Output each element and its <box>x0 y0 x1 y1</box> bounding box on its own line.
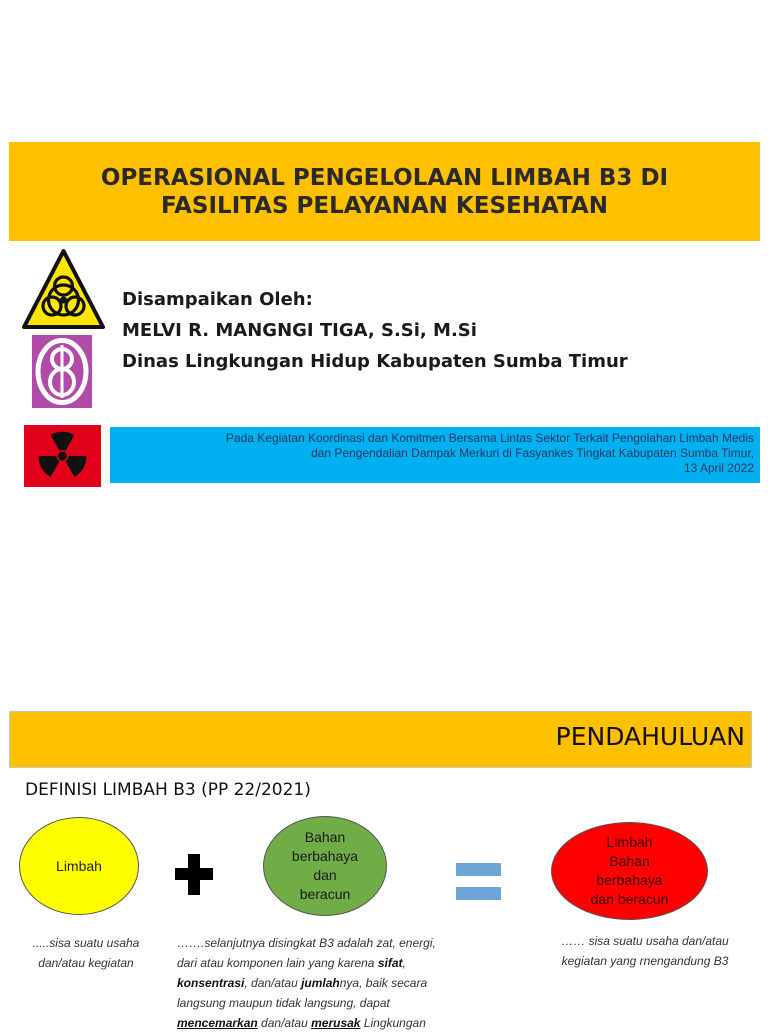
b3-caption-line-4: langsung maupun tidak langsung, dapat <box>177 996 390 1010</box>
limbah-caption-line-1: .....sisa suatu usaha <box>32 936 140 950</box>
limbah-definition-caption <box>23 933 149 973</box>
event-line-1: Pada Kegiatan Koordinasi dan Komitmen Bersama Lintas Sektor Terkait Pengolahan Limbah Medis <box>225 431 754 445</box>
limbah-b3-definition-caption <box>545 931 745 971</box>
b3-caption-line-5: mencemarkan dan/atau merusak Lingkungan <box>177 1016 426 1030</box>
term-limbah-b3-ellipse <box>551 822 708 920</box>
b3-caption-line-3: konsentrasi, dan/atau jumlahnya, baik secara <box>177 976 428 990</box>
term-limbah-b3-label-3: berbahaya <box>596 872 663 888</box>
biohazard-icon <box>22 249 105 329</box>
radiation-icon <box>24 425 101 487</box>
presenter-name: MELVI R. MANGNGI TIGA, S.Si, M.Si <box>122 320 477 341</box>
term-b3-label-4: beracun <box>299 886 351 902</box>
event-line-3: 13 April 2022 <box>683 461 754 475</box>
term-limbah-ellipse <box>19 817 139 915</box>
limbah-b3-caption-line-2: kegiatan yang rnengandung B3 <box>561 954 729 968</box>
term-limbah-b3-label-1: Limbah <box>606 834 653 850</box>
b3-caption-line-2: dari atau komponen lain yang karena sifat, <box>177 956 406 970</box>
term-b3-label-1: Bahan <box>304 829 346 845</box>
presenter-org: Dinas Lingkungan Hidup Kabupaten Sumba Timur <box>122 351 628 372</box>
term-b3-ellipse <box>263 816 387 916</box>
term-b3-label-2: berbahaya <box>291 848 359 864</box>
section-header-bar <box>9 711 752 768</box>
slide-title-bar <box>9 142 760 241</box>
term-limbah-b3-label-2: Bahan <box>609 853 650 869</box>
infectious-symbol-icon <box>32 335 92 408</box>
b3-caption-line-1: …….selanjutnya disingkat B3 adalah zat, energi, <box>177 936 436 950</box>
b3-definition-caption <box>177 933 473 1033</box>
presenter-block <box>122 284 628 377</box>
presenter-label: Disampaikan Oleh: <box>122 289 313 310</box>
event-line-2: dan Pengendalian Dampak Merkuri di Fasyankes Tingkat Kabupaten Sumba Timur, <box>311 446 754 460</box>
equals-icon <box>456 863 501 901</box>
limbah-caption-line-2: dan/atau kegiatan <box>38 956 134 970</box>
term-b3-label-3: dan <box>313 867 337 883</box>
limbah-b3-caption-line-1: …… sisa suatu usaha dan/atau <box>561 934 729 948</box>
term-limbah-b3-label-4: dan beracun <box>590 891 669 907</box>
term-limbah-label: Limbah <box>56 857 102 874</box>
definition-subheading: DEFINISI LIMBAH B3 (PP 22/2021) <box>25 780 311 800</box>
slide-title-line-2: FASILITAS PELAYANAN KESEHATAN <box>161 192 608 219</box>
plus-icon <box>175 854 213 895</box>
slide-title-line-1: OPERASIONAL PENGELOLAAN LIMBAH B3 DI <box>100 164 669 191</box>
event-info-bar <box>110 427 760 483</box>
section-title: PENDAHULUAN <box>555 722 745 751</box>
